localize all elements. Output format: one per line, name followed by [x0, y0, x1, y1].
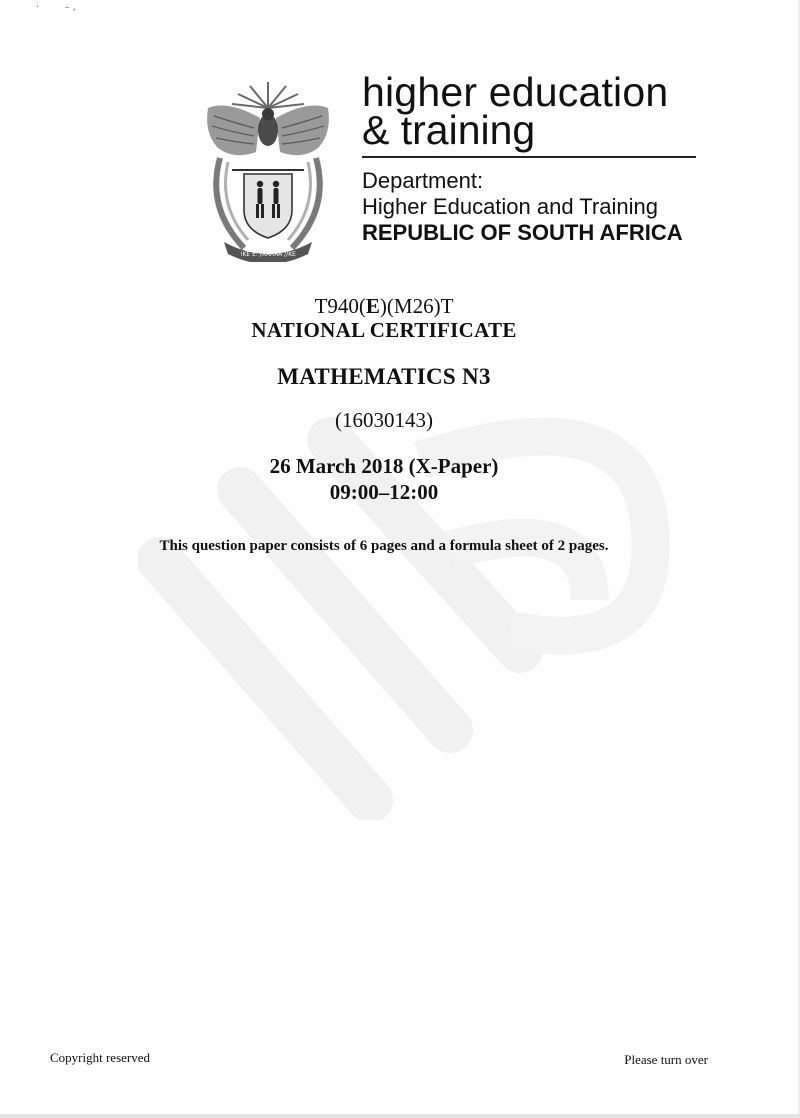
subject-title: MATHEMATICS N3 — [277, 364, 491, 389]
brand-title-line1: higher education — [362, 69, 669, 115]
scan-bottom-edge — [0, 1114, 800, 1118]
crest-motto: !KE E: /XARRA //KE — [240, 251, 296, 258]
copyright-notice: Copyright reserved — [50, 1050, 151, 1065]
paper-code-prefix: T940( — [314, 294, 366, 318]
south-africa-coat-of-arms-icon — [198, 78, 338, 262]
department-branding — [362, 69, 702, 246]
exam-time: 09:00–12:00 — [329, 480, 439, 504]
turn-over-note: Please turn over — [624, 1052, 708, 1067]
exam-date: 26 March 2018 (X-Paper) — [269, 454, 499, 478]
page-count-note: This question paper consists of 6 pages and a formula sheet of 2 pages. — [159, 538, 609, 554]
brand-title-line2: & training — [362, 107, 536, 153]
department-name: Higher Education and Training — [362, 194, 658, 219]
country-name: REPUBLIC OF SOUTH AFRICA — [362, 220, 683, 245]
paper-code-suffix: )(M26)T — [379, 294, 454, 318]
brand-divider — [362, 156, 696, 158]
scan-artifact: · – , — [36, 2, 76, 13]
certificate-title: NATIONAL CERTIFICATE — [251, 318, 517, 342]
subject-code: (16030143) — [335, 408, 433, 432]
paper-code-language: E — [365, 294, 380, 318]
department-label: Department: — [362, 168, 484, 193]
paper-code — [0, 294, 768, 319]
